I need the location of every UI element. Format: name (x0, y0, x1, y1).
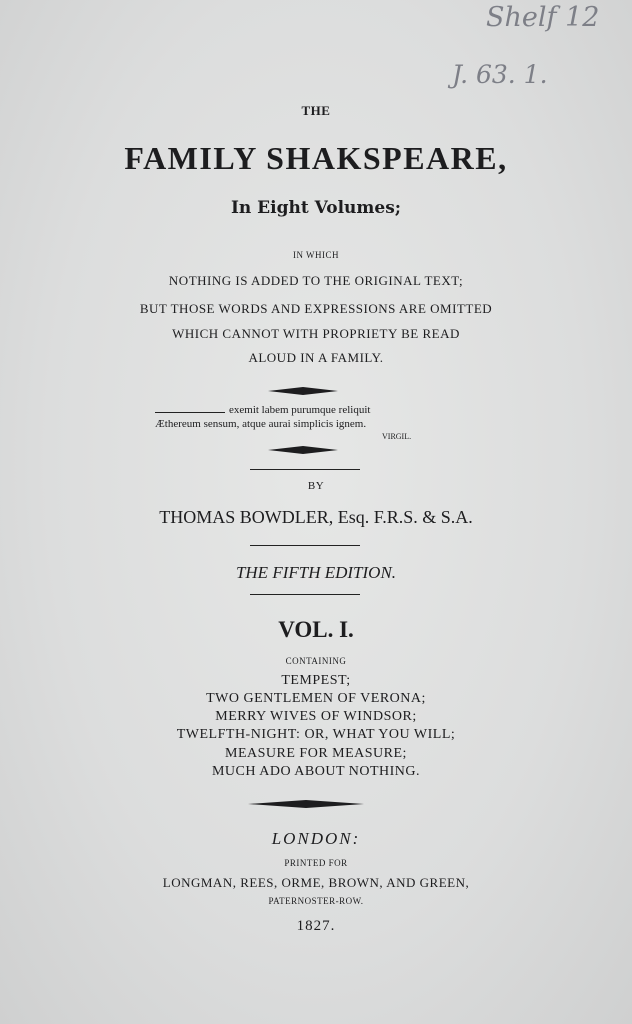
epigraph-line-2: Æthereum sensum, atque aurai simplicis ignem. (155, 418, 367, 430)
shelf-mark: Shelf 12 (486, 2, 600, 33)
ornamental-rule-1 (268, 386, 338, 396)
statement-line-1: NOTHING IS ADDED TO THE ORIGINAL TEXT; (168, 273, 464, 288)
printed-for-line: PRINTED FOR (284, 858, 348, 868)
play-item: TWO GENTLEMEN OF VERONA; (206, 691, 426, 706)
address-line: PATERNOSTER-ROW. (268, 896, 364, 906)
in-which-line: IN WHICH (292, 250, 340, 260)
play-item: TWELFTH-NIGHT: OR, WHAT YOU WILL; (176, 727, 456, 742)
edition-line: THE FIFTH EDITION. (235, 563, 397, 582)
publishers-line: LONGMAN, REES, ORME, BROWN, AND GREEN, (162, 875, 470, 890)
title-the: THE (301, 103, 331, 118)
volumes-line: In Eight Volumes; (230, 198, 402, 218)
book-title: FAMILY SHAKSPEARE, (124, 140, 508, 176)
show-through-text (200, 232, 500, 252)
play-item: MEASURE FOR MEASURE; (225, 746, 407, 761)
play-item: MUCH ADO ABOUT NOTHING. (211, 764, 421, 779)
short-rule-3 (250, 594, 360, 595)
statement-line-4: ALOUD IN A FAMILY. (248, 350, 384, 365)
year-line: 1827. (296, 918, 336, 934)
author-line: THOMAS BOWDLER, Esq. F.R.S. & S.A. (159, 507, 473, 527)
by-line: BY (307, 480, 325, 492)
volume-number: VOL. I. (278, 617, 354, 642)
statement-line-2: BUT THOSE WORDS AND EXPRESSIONS ARE OMITTED (139, 301, 493, 316)
play-item: TEMPEST; (281, 673, 351, 688)
ornamental-rule-2 (268, 445, 338, 455)
city-line: LONDON: (271, 829, 361, 848)
short-rule-2 (250, 545, 360, 546)
short-rule-1 (250, 469, 360, 470)
play-item: MERRY WIVES OF WINDSOR; (215, 709, 417, 724)
epigraph-line-1: exemit labem purumque reliquit (229, 404, 371, 416)
epigraph-dash (155, 412, 225, 413)
press-mark: J. 63. 1. (452, 60, 548, 89)
statement-line-3: WHICH CANNOT WITH PROPRIETY BE READ (172, 326, 460, 341)
containing-line: CONTAINING (285, 656, 347, 666)
ornamental-rule-3 (248, 799, 364, 809)
epigraph-attribution: VIRGIL. (382, 432, 412, 441)
